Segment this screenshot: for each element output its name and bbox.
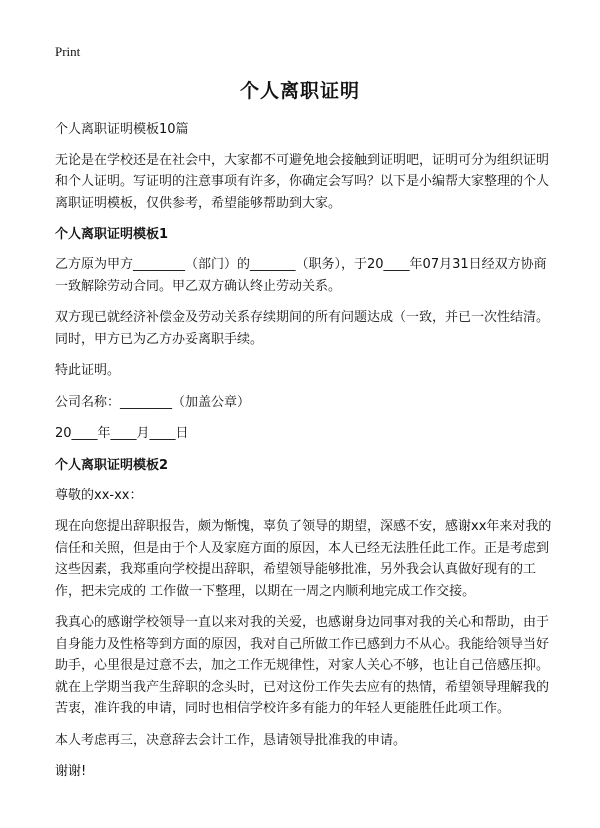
template1-paragraph-1: 乙方原为甲方________（部门）的_______（职务），于20____年07月31日经双方协商一致解除劳动合同。甲乙双方确认终止劳动关系。 (55, 257, 547, 294)
template2-paragraph-3: 本人考虑再三，决意辞去会计工作，恳请领导批准我的申请。 (55, 732, 407, 748)
template1-paragraph-2: 双方现已就经济补偿金及劳动关系存续期间的所有问题达成（一致，并已一次性结清。同时，甲方已为乙方办妥离职手续。 (55, 310, 550, 347)
template2-thanks: 谢谢! (55, 764, 87, 779)
document-body (55, 119, 555, 793)
template2-paragraph-2: 我真心的感谢学校领导一直以来对我的关爱，也感谢身边同事对我的关心和帮助，由于自身能力及性格等到方面的原因，我对自己所做工作已感到力不从心。我能给领导当好助手，心里很是过意不去，加之工作无规律性，对家人关心不够，也让自己倍感压抑。就在上学期当我产生辞职的念头时，已对这份工作失去应有的热情，希望领导理解我的苦衷，准许我的申请，同时也相信学校许多有能力的年轻人更能胜任此项工作。 (55, 615, 550, 716)
template2-greeting: 尊敬的xx-xx： (55, 487, 143, 503)
date-line: 20____年____月____日 (55, 426, 189, 441)
template1-heading: 个人离职证明模板1 (55, 227, 169, 242)
template1-closing: 特此证明。 (55, 363, 121, 378)
print-link[interactable]: Print (55, 44, 81, 59)
template2-paragraph-1: 现在向您提出辞职报告，颇为惭愧，辜负了领导的期望，深感不安，感谢xx年来对我的信任和关照，但是由于个人及家庭方面的原因，本人已经无法胜任此工作。正是考虑到这些因素，我郑重向学校提出辞职，希望领导能够批准，另外我会认真做好现有的工作，把未完成的 工作做一下整理，以期在一周之内顺利地完成工作交接。 (55, 519, 552, 599)
company-name-line: 公司名称：________（加盖公章） (55, 394, 251, 410)
document-subtitle: 个人离职证明模板10篇 (55, 122, 189, 137)
template2-heading: 个人离职证明模板2 (55, 457, 169, 473)
page-title: 个人离职证明 (239, 80, 360, 102)
intro-paragraph: 无论是在学校还是在社会中，大家都不可避免地会接触到证明吧，证明可分为组织证明和个人证明。写证明的注意事项有许多，你确定会写吗？以下是小编帮大家整理的个人离职证明模板，仅供参考，希望能够帮助到大家。 (55, 152, 550, 211)
